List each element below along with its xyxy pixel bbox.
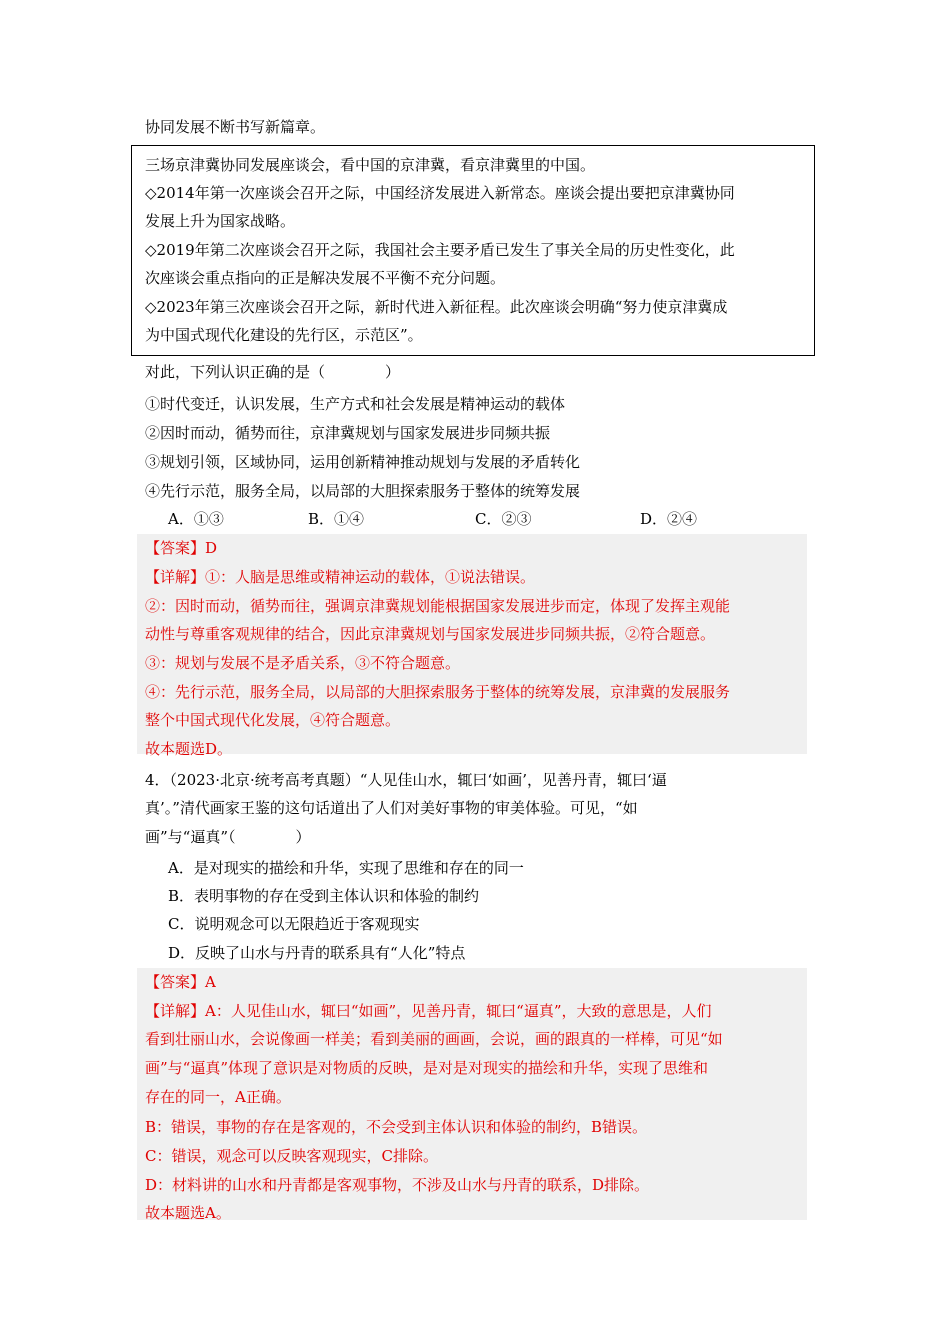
material-line: ◇2023年第三次座谈会召开之际，新时代进入新征程。此次座谈会明确“努力使京津冀成 — [145, 298, 728, 316]
detail-line: 存在的同一，A正确。 — [145, 1088, 291, 1106]
question-stem: 4．（2023·北京·统考高考真题）“人见佳山水，辄曰‘如画’，见善丹青，辄曰‘逼 — [145, 771, 667, 789]
option-b: B．①④ — [308, 510, 365, 528]
answer-tag: 【答案】 — [145, 539, 206, 557]
option-c: C．②③ — [475, 510, 532, 528]
option-b: B．表明事物的存在受到主体认识和体验的制约 — [168, 887, 480, 905]
detail-text: ①：人脑是思维或精神运动的载体，①说法错误。 — [205, 568, 536, 586]
option-d: D．②④ — [640, 510, 698, 528]
detail-line: ③：规划与发展不是矛盾关系，③不符合题意。 — [145, 654, 461, 672]
detail-line: B：错误，事物的存在是客观的，不会受到主体认识和体验的制约，B错误。 — [145, 1118, 648, 1136]
detail-line: ④：先行示范，服务全局，以局部的大胆探索服务于整体的统筹发展，京津冀的发展服务 — [145, 683, 731, 701]
answer-value: D — [205, 539, 218, 557]
material-line: ◇2019年第二次座谈会召开之际，我国社会主要矛盾已发生了事关全局的历史性变化，此 — [145, 241, 735, 259]
detail-line: 整个中国式现代化发展，④符合题意。 — [145, 711, 401, 729]
question-stem: 画”与“逼真”（ ） — [145, 828, 311, 846]
answer-tag: 【答案】 — [145, 973, 206, 991]
detail-line: 故本题选D。 — [145, 740, 233, 758]
statement: ④先行示范，服务全局，以局部的大胆探索服务于整体的统筹发展 — [145, 482, 581, 500]
detail-line: D：材料讲的山水和丹青都是客观事物，不涉及山水与丹青的联系，D排除。 — [145, 1176, 650, 1194]
question-stem: 真’。”清代画家王鉴的这句话道出了人们对美好事物的审美体验。可见，“如 — [145, 799, 638, 817]
detail-line: 画”与“逼真”体现了意识是对物质的反映，是对是对现实的描绘和升华，实现了思维和 — [145, 1059, 709, 1077]
material-line: 为中国式现代化建设的先行区，示范区”。 — [145, 326, 423, 344]
detail-line: 看到壮丽山水，会说像画一样美；看到美丽的画画，会说，画的跟真的一样棒，可见“如 — [145, 1030, 723, 1048]
material-line: 发展上升为国家战略。 — [145, 212, 296, 230]
option-a: A．是对现实的描绘和升华，实现了思维和存在的同一 — [168, 859, 524, 877]
answer-line — [145, 538, 217, 558]
material-line: ◇2014年第一次座谈会召开之际，中国经济发展进入新常态。座谈会提出要把京津冀协同 — [145, 184, 735, 202]
detail-line: C：错误，观念可以反映客观现实，C排除。 — [145, 1147, 438, 1165]
statement: ①时代变迁，认识发展，生产方式和社会发展是精神运动的载体 — [145, 395, 566, 413]
option-c: C．说明观念可以无限趋近于客观现实 — [168, 915, 420, 933]
detail-tag: 【详解】 — [145, 568, 206, 586]
intro-line: 协同发展不断书写新篇章。 — [145, 118, 326, 136]
option-d: D．反映了山水与丹青的联系具有“人化”特点 — [168, 944, 466, 962]
detail-line — [145, 567, 535, 587]
detail-line: ②：因时而动，循势而往，强调京津冀规划能根据国家发展进步而定，体现了发挥主观能 — [145, 597, 731, 615]
detail-line — [145, 1001, 712, 1021]
statement: ③规划引领，区域协同，运用创新精神推动规划与发展的矛盾转化 — [145, 453, 581, 471]
material-line: 次座谈会重点指向的正是解决发展不平衡不充分问题。 — [145, 269, 506, 287]
detail-line: 故本题选A。 — [145, 1204, 231, 1222]
statement: ②因时而动，循势而往，京津冀规划与国家发展进步同频共振 — [145, 424, 551, 442]
detail-line: 动性与尊重客观规律的结合，因此京津冀规划与国家发展进步同频共振，②符合题意。 — [145, 625, 716, 643]
question-stem: 对此，下列认识正确的是（ ） — [145, 363, 401, 381]
answer-value: A — [205, 973, 216, 991]
option-a: A．①③ — [168, 510, 224, 528]
material-line: 三场京津冀协同发展座谈会，看中国的京津冀，看京津冀里的中国。 — [145, 156, 596, 174]
answer-line — [145, 972, 216, 992]
detail-text: A：人见佳山水，辄曰“如画”，见善丹青，辄曰“逼真”，大致的意思是，人们 — [205, 1002, 712, 1020]
detail-tag: 【详解】 — [145, 1002, 206, 1020]
